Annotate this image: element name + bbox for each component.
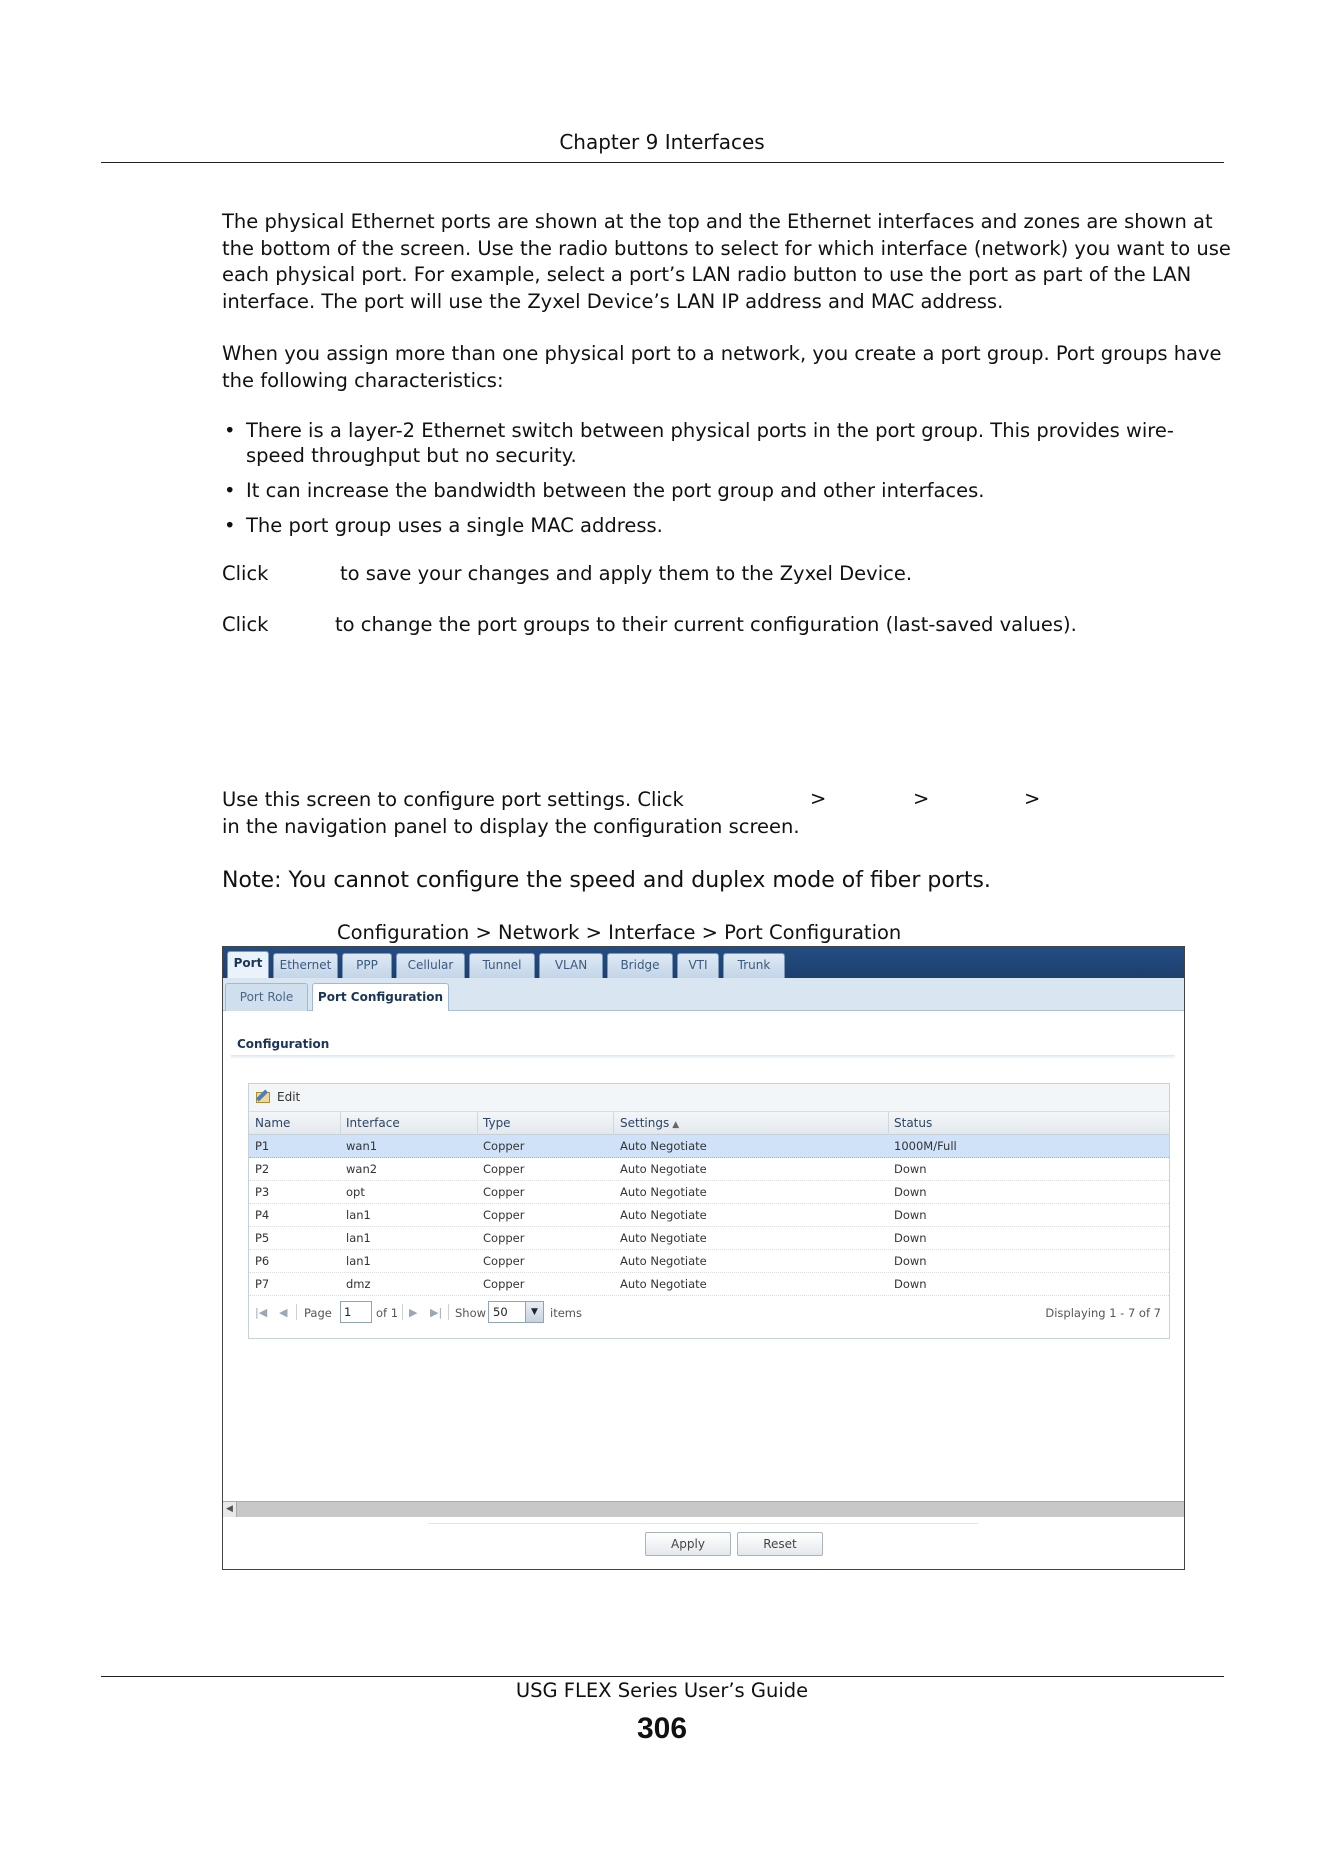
table-row[interactable] bbox=[249, 1158, 1169, 1181]
table-header bbox=[249, 1112, 1169, 1135]
cell-status: Down bbox=[894, 1231, 927, 1245]
page-number: 306 bbox=[636, 1712, 688, 1745]
page-header-title: Chapter 9 Interfaces bbox=[559, 130, 765, 154]
header-rule bbox=[101, 162, 1224, 163]
cell-name: P3 bbox=[255, 1185, 270, 1199]
tab-ethernet[interactable]: Ethernet bbox=[273, 953, 338, 978]
tab-cellular[interactable]: Cellular bbox=[396, 953, 465, 978]
displaying-count: Displaying 1 - 7 of 7 bbox=[1045, 1306, 1161, 1320]
table-row[interactable] bbox=[249, 1227, 1169, 1250]
reset-button[interactable]: Reset bbox=[737, 1532, 823, 1556]
column-header-settings[interactable] bbox=[620, 1116, 679, 1130]
cell-status: Down bbox=[894, 1208, 927, 1222]
nav-separator: > bbox=[913, 787, 930, 810]
cell-status: Down bbox=[894, 1185, 927, 1199]
pager-divider bbox=[402, 1304, 403, 1320]
items-per-page-value: 50 bbox=[493, 1305, 508, 1319]
section-divider bbox=[231, 1055, 1175, 1059]
cell-name: P7 bbox=[255, 1277, 270, 1291]
subtab-port-role[interactable]: Port Role bbox=[225, 983, 308, 1011]
click-apply-prefix: Click bbox=[222, 562, 269, 585]
column-header-interface[interactable]: Interface bbox=[346, 1116, 400, 1130]
last-page-icon[interactable]: ▶| bbox=[430, 1306, 443, 1319]
table-row[interactable] bbox=[249, 1273, 1169, 1296]
column-divider bbox=[340, 1112, 341, 1135]
tab-vlan[interactable]: VLAN bbox=[539, 953, 603, 978]
tab-trunk[interactable]: Trunk bbox=[723, 953, 785, 978]
cell-interface: wan2 bbox=[346, 1162, 378, 1176]
subtab-port-configuration[interactable]: Port Configuration bbox=[312, 983, 449, 1011]
column-header-name[interactable]: Name bbox=[255, 1116, 291, 1130]
cell-interface: lan1 bbox=[346, 1254, 371, 1268]
column-header-status[interactable]: Status bbox=[894, 1116, 933, 1130]
cell-status: 1000M/Full bbox=[894, 1139, 957, 1153]
intro-paragraph: The physical Ethernet ports are shown at the top and the Ethernet interfaces and zones are shown at the bottom of the screen. Use the radio buttons to select for which interface (network) you want to use each physical port. For example, select a port’s LAN radio button to use the port as part of the LAN interface. The port will use the Zyxel Device’s LAN IP address and MAC address. bbox=[222, 210, 1231, 313]
column-header-type[interactable]: Type bbox=[483, 1116, 511, 1130]
cell-settings: Auto Negotiate bbox=[620, 1208, 707, 1222]
scroll-left-icon[interactable]: ◀ bbox=[223, 1502, 237, 1517]
port-group-paragraph: When you assign more than one physical port to a network, you create a port group. Port groups have the following characteristics: bbox=[222, 342, 1222, 392]
column-divider bbox=[477, 1112, 478, 1135]
cell-name: P6 bbox=[255, 1254, 270, 1268]
cell-type: Copper bbox=[483, 1185, 525, 1199]
pager-divider bbox=[296, 1304, 297, 1320]
prev-page-icon[interactable]: ◀ bbox=[279, 1306, 288, 1319]
use-screen-text-line2: in the navigation panel to display the configuration screen. bbox=[222, 815, 800, 838]
cell-type: Copper bbox=[483, 1254, 525, 1268]
cell-type: Copper bbox=[483, 1277, 525, 1291]
chevron-down-icon: ▼ bbox=[525, 1302, 543, 1322]
cell-interface: lan1 bbox=[346, 1231, 371, 1245]
items-label: items bbox=[550, 1306, 582, 1320]
cell-settings: Auto Negotiate bbox=[620, 1254, 707, 1268]
cell-interface: wan1 bbox=[346, 1139, 378, 1153]
footer-title: USG FLEX Series User’s Guide bbox=[515, 1679, 809, 1702]
cell-interface: opt bbox=[346, 1185, 365, 1199]
column-divider bbox=[613, 1112, 614, 1135]
table-row[interactable] bbox=[249, 1204, 1169, 1227]
tab-vti[interactable]: VTI bbox=[677, 953, 719, 978]
nav-separator: > bbox=[1024, 787, 1041, 810]
footer-rule bbox=[101, 1676, 1224, 1677]
page-input[interactable]: 1 bbox=[340, 1301, 372, 1323]
cell-type: Copper bbox=[483, 1162, 525, 1176]
list-item: • There is a layer-2 Ethernet switch between physical ports in the port group. This provides wire-speed throughput but no security. bbox=[222, 418, 1222, 468]
edit-button[interactable] bbox=[256, 1090, 300, 1104]
apply-button[interactable]: Apply bbox=[645, 1532, 731, 1556]
cell-status: Down bbox=[894, 1162, 927, 1176]
cell-status: Down bbox=[894, 1277, 927, 1291]
section-title: Configuration bbox=[237, 1037, 330, 1051]
page-of-label: of 1 bbox=[376, 1306, 399, 1320]
cell-name: P5 bbox=[255, 1231, 270, 1245]
list-item: • It can increase the bandwidth between the port group and other interfaces. bbox=[222, 478, 1222, 503]
cell-settings: Auto Negotiate bbox=[620, 1139, 707, 1153]
figure-caption: Configuration > Network > Interface > Port Configuration bbox=[337, 921, 902, 944]
table-toolbar bbox=[249, 1084, 1169, 1112]
cell-settings: Auto Negotiate bbox=[620, 1162, 707, 1176]
click-reset-text: to change the port groups to their current configuration (last-saved values). bbox=[335, 613, 1077, 636]
table-row[interactable] bbox=[249, 1181, 1169, 1204]
characteristics-list bbox=[222, 418, 1222, 548]
pager-divider bbox=[448, 1304, 449, 1320]
edit-icon bbox=[256, 1090, 272, 1104]
page-label: Page bbox=[304, 1306, 332, 1320]
list-item: • The port group uses a single MAC address. bbox=[222, 513, 1222, 538]
horizontal-scrollbar[interactable] bbox=[223, 1501, 1184, 1517]
tab-bridge[interactable]: Bridge bbox=[607, 953, 673, 978]
nav-separator: > bbox=[810, 787, 827, 810]
cell-status: Down bbox=[894, 1254, 927, 1268]
cell-settings: Auto Negotiate bbox=[620, 1277, 707, 1291]
first-page-icon[interactable]: |◀ bbox=[255, 1306, 268, 1319]
tab-ppp[interactable]: PPP bbox=[342, 953, 392, 978]
use-screen-text: Use this screen to configure port settings. Click bbox=[222, 788, 684, 811]
column-divider bbox=[888, 1112, 889, 1135]
cell-name: P2 bbox=[255, 1162, 270, 1176]
items-per-page-select[interactable] bbox=[488, 1301, 544, 1323]
cell-name: P4 bbox=[255, 1208, 270, 1222]
cell-settings: Auto Negotiate bbox=[620, 1231, 707, 1245]
next-page-icon[interactable]: ▶ bbox=[409, 1306, 418, 1319]
cell-type: Copper bbox=[483, 1139, 525, 1153]
cell-type: Copper bbox=[483, 1208, 525, 1222]
click-apply-text: to save your changes and apply them to the Zyxel Device. bbox=[340, 562, 913, 585]
cell-settings: Auto Negotiate bbox=[620, 1185, 707, 1199]
sort-ascending-icon: ▲ bbox=[672, 1120, 680, 1130]
cell-name: P1 bbox=[255, 1139, 270, 1153]
screenshot-port-configuration bbox=[222, 946, 1185, 1570]
tab-port[interactable]: Port bbox=[227, 951, 269, 978]
cell-interface: lan1 bbox=[346, 1208, 371, 1222]
table-row[interactable] bbox=[249, 1135, 1169, 1158]
edit-label: Edit bbox=[277, 1090, 301, 1104]
settings-header-label: Settings bbox=[620, 1116, 670, 1130]
tab-tunnel[interactable]: Tunnel bbox=[469, 953, 535, 978]
subtab-bar bbox=[223, 978, 1184, 1011]
button-divider bbox=[428, 1523, 978, 1524]
show-label: Show bbox=[455, 1306, 487, 1320]
port-table bbox=[248, 1083, 1170, 1339]
table-pager bbox=[249, 1298, 1169, 1328]
click-reset-prefix: Click bbox=[222, 613, 269, 636]
table-row[interactable] bbox=[249, 1250, 1169, 1273]
cell-interface: dmz bbox=[346, 1277, 371, 1291]
tab-bar bbox=[223, 947, 1184, 978]
note: Note: You cannot configure the speed and duplex mode of fiber ports. bbox=[222, 868, 991, 893]
cell-type: Copper bbox=[483, 1231, 525, 1245]
